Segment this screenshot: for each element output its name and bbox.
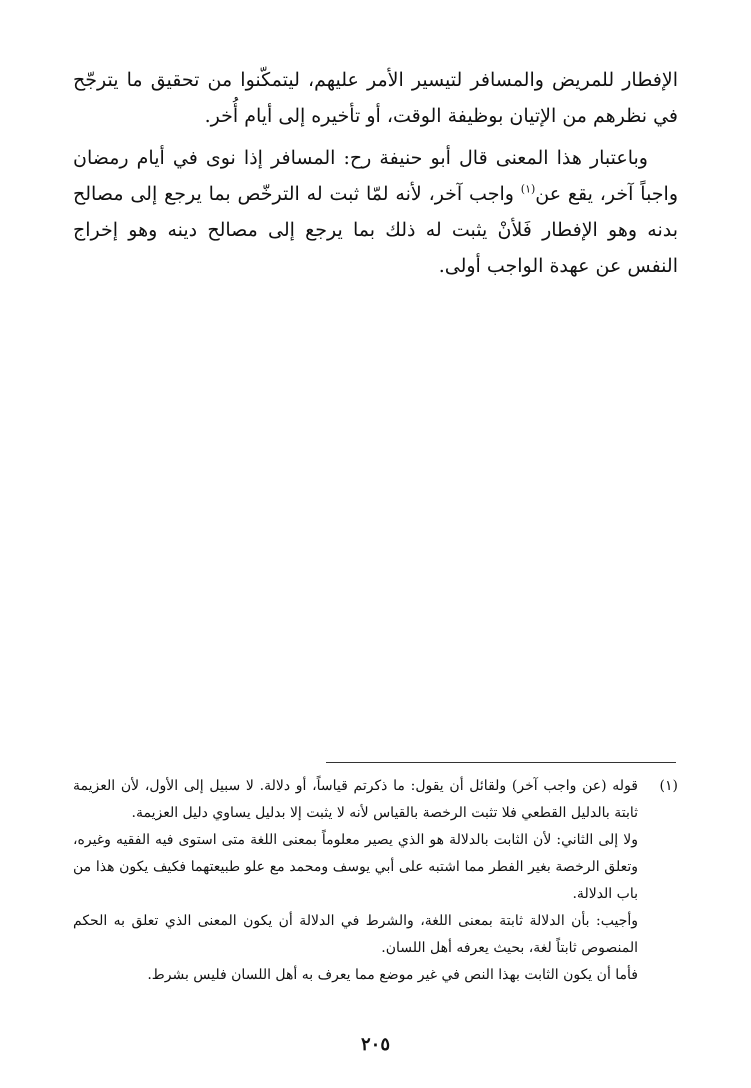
main-text: [73, 62, 678, 284]
paragraph-2-part-1: وباعتبار هذا المعنى قال أبو حنيفة رح: المسافر إذا نوى في أيام رمضان واجباً آخر، يقع عن: [73, 147, 679, 205]
footnote-line: فأما أن يكون الثابت بهذا النص في غير موضع مما يعرف به أهل اللسان فليس بشرط.: [147, 967, 638, 983]
footnotes-section: [73, 773, 678, 989]
footnote-line: قوله (عن واجب آخر) ولقائل أن يقول: ما ذكرتم قياساً، أو دلالة. لا سبيل إلى الأول، لأن العزيمة ثابتة بالدليل القطعي فلا تثبت الرخصة بالقياس لأنه لا يثبت إلا بدليل يساوي دليل العزيمة.: [73, 778, 638, 821]
footnote-line: وأجيب: بأن الدلالة ثابتة بمعنى اللغة، والشرط في الدلالة أن يكون المعنى الذي تعلق به الحكم المنصوص ثابتاً لغة، بحيث يعرفه أهل اللسان.: [73, 913, 638, 956]
footnote-reference[interactable]: (١): [520, 182, 536, 196]
paragraph-1: الإفطار للمريض والمسافر لتيسير الأمر عليهم، ليتمكّنوا من تحقيق ما يترجّح في نظرهم من الإتيان بوظيفة الوقت، أو تأخيره إلى أيام أُخر.: [73, 69, 678, 127]
paragraph-2: [73, 140, 678, 284]
paragraph-2-part-2: واجب آخر، لأنه لمّا ثبت له الترخّص بما يرجع إلى مصالح بدنه وهو الإفطار فَلأنْ يثبت له ذلك بما يرجع إلى مصالح دينه وهو إخراج النفس عن عهدة الواجب أولى.: [73, 183, 678, 277]
footnote-1: [73, 773, 678, 989]
footnote-divider: [326, 762, 676, 763]
footnote-number: (١): [659, 778, 678, 794]
footnote-line: ولا إلى الثاني: لأن الثابت بالدلالة هو الذي يصير معلوماً بمعنى اللغة متى استوى فيه الفقيه وغيره، وتعلق الرخصة بغير الفطر مما اشتبه على أبي يوسف ومحمد مع علو طبيعتهما فكيف يكون هذا من باب الدلالة.: [73, 832, 638, 902]
page-number: ٢٠٥: [360, 1034, 390, 1055]
